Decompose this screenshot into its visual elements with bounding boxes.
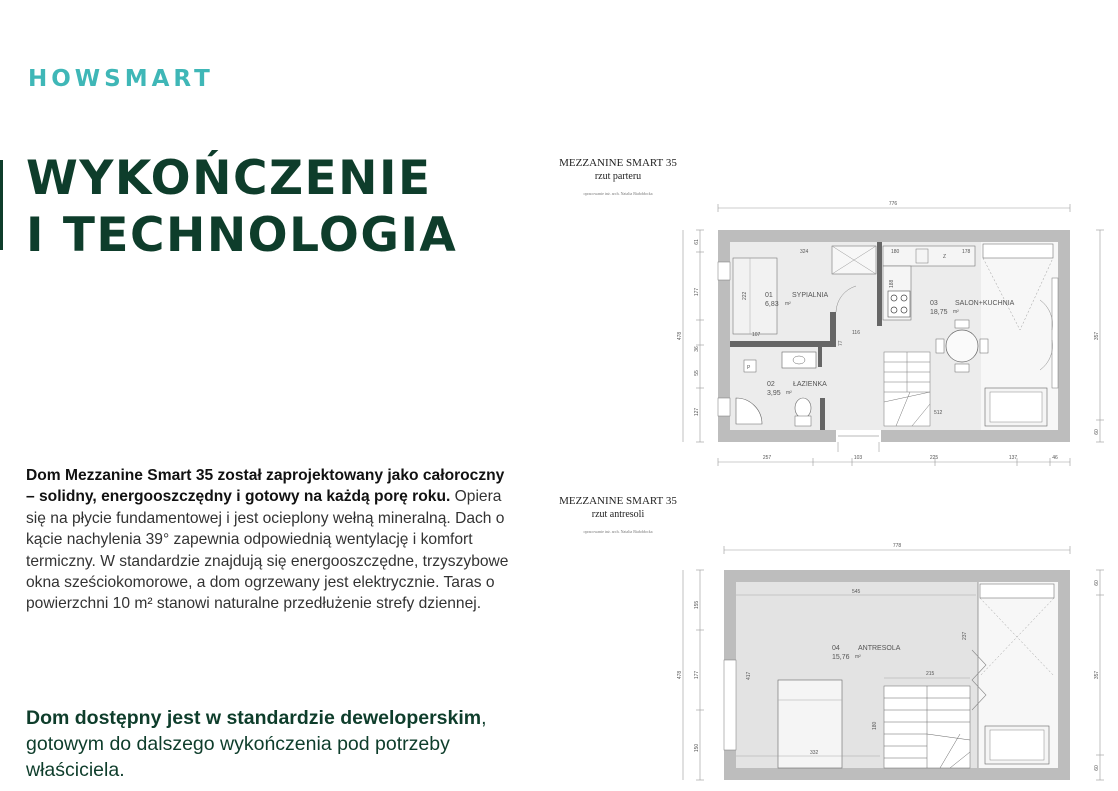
ground-total-depth: 478 bbox=[677, 331, 683, 341]
room-02-unit: m² bbox=[786, 390, 792, 396]
room-03-unit: m² bbox=[953, 309, 959, 315]
mezz-stairs bbox=[884, 686, 970, 768]
ground-dim-bottom-1: 257 bbox=[762, 455, 772, 461]
ground-plan-subtitle: rzut parteru bbox=[594, 171, 642, 182]
standard-note-body: , gotowym do dalszego wykończenia pod potrzeby właściciela. bbox=[26, 707, 487, 781]
label-z: Z bbox=[943, 254, 947, 260]
ground-dim-left-5: 127 bbox=[694, 407, 700, 417]
ground-dim-inner-116: 116 bbox=[852, 330, 860, 336]
ground-dim-bottom-4: 137 bbox=[1008, 455, 1018, 461]
mezz-dim-right-2: 60 bbox=[1094, 580, 1100, 586]
ground-dim-top-2: 180 bbox=[891, 249, 900, 255]
room-01-area: 6,83 bbox=[765, 301, 779, 308]
mezzanine-floor-plan bbox=[677, 543, 1104, 780]
description-body: Opiera się na płycie fundamentowej i jest ocieplony wełną mineralną. Dach o kącie nachylenia 39° zapewnia odpowiednią wentylację i komfort termiczny. W standardzie znajdują się energooszczędne, trzyszybowe okna sześciokomorowe, a dom ogrzewany jest elektrycznie. Taras o powierzchni 10 m² stanowi naturalne przedłużenie strefy dziennej. bbox=[26, 488, 509, 613]
room-04-name: ANTRESOLA bbox=[858, 645, 901, 652]
ground-dim-inner-77: 77 bbox=[838, 340, 844, 346]
ground-plan-title: MEZZANINE SMART 35 bbox=[559, 157, 677, 169]
mezz-dim-left-1: 155 bbox=[694, 600, 700, 610]
room-04-num: 04 bbox=[832, 645, 840, 652]
room-04-unit: m² bbox=[855, 654, 861, 660]
ground-dim-right-1: 357 bbox=[1094, 331, 1100, 341]
ground-dim-bottom-5: 46 bbox=[1052, 455, 1058, 461]
mezz-dim-left-2: 177 bbox=[694, 670, 700, 680]
washbasin-icon bbox=[782, 352, 816, 368]
mezz-total-width: 778 bbox=[892, 543, 902, 549]
ground-dim-top-3: 178 bbox=[962, 249, 971, 255]
wall-bedroom-bath bbox=[730, 341, 836, 347]
mezz-dim-237: 237 bbox=[962, 631, 968, 640]
ground-dim-top-1: 324 bbox=[800, 249, 809, 255]
ground-dim-left-1: 61 bbox=[694, 239, 700, 245]
mezz-dim-215: 215 bbox=[926, 671, 935, 677]
room-01-unit: m² bbox=[785, 301, 791, 307]
mezz-dim-left-3: 150 bbox=[694, 743, 700, 753]
mezz-dim-right-3: 60 bbox=[1094, 765, 1100, 771]
brand-logo: HOWSMART bbox=[28, 66, 214, 92]
dining-table-icon bbox=[946, 330, 978, 362]
room-04-area: 15,76 bbox=[832, 654, 850, 661]
mezz-dim-180: 180 bbox=[872, 721, 878, 730]
mezzanine-plan-title: MEZZANINE SMART 35 bbox=[559, 495, 677, 507]
mezzanine-plan-credit: opracowanie inż. arch. Natalia Białobłocka bbox=[583, 529, 653, 534]
description-bold: Dom Mezzanine Smart 35 został zaprojektowany jako całoroczny – solidny, energooszczędny i gotowy na każdą porę roku. bbox=[26, 467, 505, 506]
ground-dim-left-4: 55 bbox=[694, 370, 700, 376]
room-02-area: 3,95 bbox=[767, 390, 781, 397]
room-03-name: SALON+KUCHNIA bbox=[955, 300, 1015, 307]
ground-dim-inner-512: 512 bbox=[934, 410, 943, 416]
mezz-dim-top-545: 545 bbox=[852, 589, 861, 595]
ground-total-width: 776 bbox=[888, 201, 898, 207]
mezz-dim-332: 332 bbox=[810, 750, 819, 756]
mezz-dim-right-1: 357 bbox=[1094, 670, 1100, 680]
toilet-icon bbox=[795, 398, 811, 418]
cooktop-icon bbox=[888, 291, 910, 317]
mezz-total-depth: 478 bbox=[677, 670, 683, 680]
room-03-num: 03 bbox=[930, 300, 938, 307]
label-p: P bbox=[747, 365, 751, 371]
ground-plan-credit: opracowanie inż. arch. Natalia Białobłocka bbox=[583, 191, 653, 196]
ground-dim-left-2: 177 bbox=[694, 287, 700, 297]
ground-dim-right-2: 60 bbox=[1094, 429, 1100, 435]
ground-dim-left-3: 36 bbox=[694, 346, 700, 352]
ground-floor-plan bbox=[677, 201, 1104, 466]
room-02-num: 02 bbox=[767, 381, 775, 388]
ground-dim-bottom-3: 225 bbox=[929, 455, 939, 461]
mezzanine-plan-subtitle: rzut antresoli bbox=[591, 509, 645, 520]
title-line-1: WYKOŃCZENIE bbox=[26, 151, 432, 206]
title-line-2: I TECHNOLOGIA bbox=[26, 208, 458, 263]
ground-stairs bbox=[884, 352, 930, 426]
room-01-num: 01 bbox=[765, 292, 773, 299]
ground-dim-inner-107: 107 bbox=[752, 332, 761, 338]
room-01-name: SYPIALNIA bbox=[792, 292, 829, 299]
mezz-dim-417: 417 bbox=[746, 671, 752, 680]
room-03-area: 18,75 bbox=[930, 309, 948, 316]
room-02-name: ŁAZIENKA bbox=[793, 381, 827, 388]
ground-dim-inner-188: 188 bbox=[889, 279, 895, 288]
standard-note-bold: Dom dostępny jest w standardzie deweloperskim bbox=[26, 707, 482, 729]
ground-dim-inner-222: 222 bbox=[742, 291, 748, 300]
ground-dim-bottom-2: 103 bbox=[853, 455, 863, 461]
